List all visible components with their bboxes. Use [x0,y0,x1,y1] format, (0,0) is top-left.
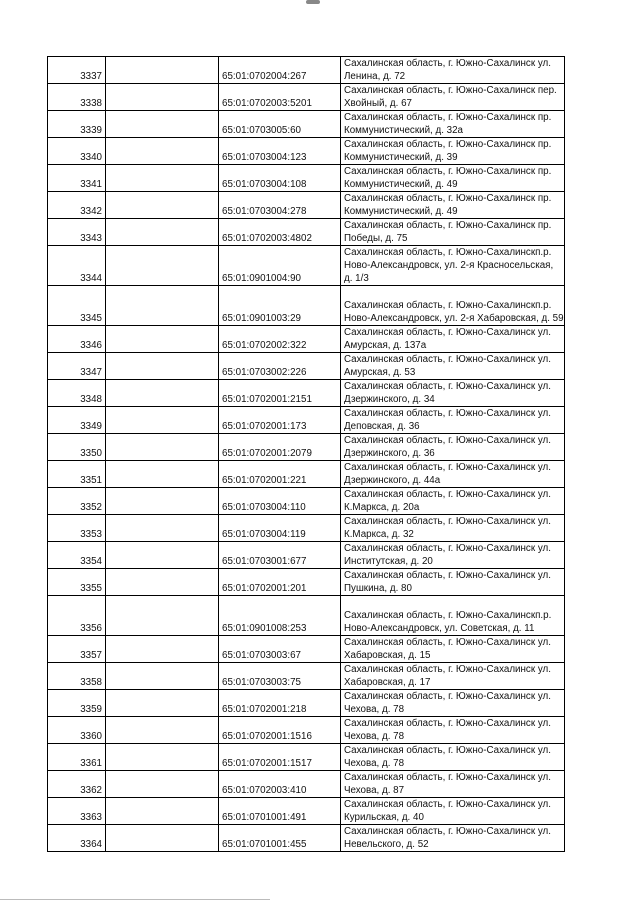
cadastral-number: 65:01:0702002:322 [219,326,341,353]
row-number: 3347 [48,353,106,380]
cadastral-number: 65:01:0901003:29 [219,286,341,326]
address-cell [341,353,565,380]
address-line: Сахалинская область, г. Южно-Сахалинск ул. [344,354,551,365]
table-row [48,542,565,569]
address-cell [341,246,565,286]
table-row [48,165,565,192]
table-row [48,286,565,326]
bottom-divider [0,899,270,900]
address-line: Дзержинского, д. 34 [344,394,435,405]
cadastral-number: 65:01:0703005:60 [219,111,341,138]
empty-cell [106,663,219,690]
table-row [48,717,565,744]
row-number: 3351 [48,461,106,488]
empty-cell [106,461,219,488]
address-line: Сахалинская область, г. Южно-Сахалинск пр. [344,139,552,150]
address-line: Сахалинская область, г. Южно-Сахалинск ул. [344,435,551,446]
address-line: Сахалинская область, г. Южно-Сахалинскп.р. [344,610,552,621]
address-line: Сахалинская область, г. Южно-Сахалинск ул. [344,327,551,338]
address-line: Сахалинская область, г. Южно-Сахалинск ул. [344,543,551,554]
address-line: Сахалинская область, г. Южно-Сахалинск ул. [344,826,551,837]
empty-cell [106,84,219,111]
table-row [48,690,565,717]
address-line: Сахалинская область, г. Южно-Сахалинск ул. [344,462,551,473]
address-line: Ново-Александровск, ул. 2-я Хабаровская, д. 59 [344,313,564,324]
address-line: Сахалинская область, г. Южно-Сахалинск ул. [344,408,551,419]
row-number: 3355 [48,569,106,596]
table-row [48,84,565,111]
address-line [344,286,561,299]
address-line: Сахалинская область, г. Южно-Сахалинск пр. [344,112,552,123]
address-line: К.Маркса, д. 20а [344,502,420,513]
cadastral-number: 65:01:0703004:123 [219,138,341,165]
address-cell [341,717,565,744]
cadastral-number: 65:01:0702001:218 [219,690,341,717]
cadastral-number: 65:01:0702001:201 [219,569,341,596]
address-cell [341,771,565,798]
address-line: Сахалинская область, г. Южно-Сахалинск ул. [344,570,551,581]
address-line: Сахалинская область, г. Южно-Сахалинск ул. [344,664,551,675]
table-row [48,111,565,138]
address-line: Сахалинская область, г. Южно-Сахалинск ул. [344,745,551,756]
address-cell [341,798,565,825]
row-number: 3337 [48,57,106,84]
cadastral-number: 65:01:0703004:110 [219,488,341,515]
address-cell [341,165,565,192]
row-number: 3356 [48,596,106,636]
address-line: Сахалинская область, г. Южно-Сахалинск пр. [344,220,552,231]
address-line: Коммунистический, д. 32а [344,125,464,136]
row-number: 3360 [48,717,106,744]
cadastral-number: 65:01:0702003:4802 [219,219,341,246]
table-row [48,825,565,852]
table-row [48,353,565,380]
empty-cell [106,326,219,353]
empty-cell [106,57,219,84]
row-number: 3348 [48,380,106,407]
empty-cell [106,111,219,138]
table-row [48,636,565,663]
address-cell [341,84,565,111]
table-row [48,744,565,771]
empty-cell [106,542,219,569]
address-line: Ленина, д. 72 [344,71,406,82]
address-cell [341,380,565,407]
address-cell [341,192,565,219]
empty-cell [106,515,219,542]
address-line: Дзержинского, д. 36 [344,448,435,459]
row-number: 3364 [48,825,106,852]
address-cell [341,434,565,461]
empty-cell [106,192,219,219]
table-row [48,57,565,84]
address-cell [341,461,565,488]
empty-cell [106,380,219,407]
row-number: 3350 [48,434,106,461]
address-line: Сахалинская область, г. Южно-Сахалинск ул. [344,489,551,500]
address-line: Пушкина, д. 80 [344,583,412,594]
empty-cell [106,569,219,596]
cadastral-number: 65:01:0703004:108 [219,165,341,192]
address-cell [341,542,565,569]
address-cell [341,569,565,596]
address-line: д. 1/3 [344,273,369,284]
row-number: 3358 [48,663,106,690]
cadastral-number: 65:01:0703004:119 [219,515,341,542]
empty-cell [106,165,219,192]
cadastral-number: 65:01:0702001:221 [219,461,341,488]
address-line: Сахалинская область, г. Южно-Сахалинск ул. [344,516,551,527]
table-row [48,138,565,165]
empty-cell [106,798,219,825]
cadastral-number: 65:01:0702001:1516 [219,717,341,744]
empty-cell [106,407,219,434]
cadastral-number: 65:01:0703004:278 [219,192,341,219]
cadastral-number: 65:01:0901004:90 [219,246,341,286]
address-cell [341,138,565,165]
cadastral-number: 65:01:0701001:491 [219,798,341,825]
address-line: Сахалинская область, г. Южно-Сахалинск пер. [344,85,557,96]
table-row [48,434,565,461]
cadastral-number: 65:01:0901008:253 [219,596,341,636]
row-number: 3354 [48,542,106,569]
row-number: 3352 [48,488,106,515]
address-line: Сахалинская область, г. Южно-Сахалинск ул. [344,637,551,648]
address-line: Сахалинская область, г. Южно-Сахалинск ул. [344,58,551,69]
address-line: Хабаровская, д. 17 [344,677,431,688]
address-cell [341,744,565,771]
table-row [48,192,565,219]
empty-cell [106,246,219,286]
address-line: Коммунистический, д. 49 [344,206,458,217]
empty-cell [106,434,219,461]
table-body [48,57,565,852]
table-row [48,515,565,542]
address-cell [341,825,565,852]
table-row [48,380,565,407]
empty-cell [106,771,219,798]
table-row [48,596,565,636]
row-number: 3338 [48,84,106,111]
address-cell [341,663,565,690]
cadastral-number: 65:01:0703003:67 [219,636,341,663]
address-line: Дзержинского, д. 44а [344,475,441,486]
row-number: 3345 [48,286,106,326]
address-line: Сахалинская область, г. Южно-Сахалинскп.р. [344,247,552,258]
address-line: Сахалинская область, г. Южно-Сахалинск ул. [344,799,551,810]
address-line: Чехова, д. 87 [344,785,405,796]
property-registry-table [47,56,565,852]
address-line: Сахалинская область, г. Южно-Сахалинск ул. [344,772,551,783]
address-cell [341,515,565,542]
cadastral-number: 65:01:0702001:173 [219,407,341,434]
table-row [48,461,565,488]
address-line: Хабаровская, д. 15 [344,650,431,661]
cadastral-number: 65:01:0702003:410 [219,771,341,798]
row-number: 3343 [48,219,106,246]
cadastral-number: 65:01:0703001:677 [219,542,341,569]
cadastral-number: 65:01:0701001:455 [219,825,341,852]
empty-cell [106,717,219,744]
row-number: 3342 [48,192,106,219]
address-line: Сахалинская область, г. Южно-Сахалинск пр. [344,193,552,204]
address-cell [341,326,565,353]
address-line: К.Маркса, д. 32 [344,529,414,540]
cadastral-number: 65:01:0702001:2151 [219,380,341,407]
address-cell [341,488,565,515]
address-line: Амурская, д. 53 [344,367,416,378]
empty-cell [106,488,219,515]
address-line: Ново-Александровск, ул. Советская, д. 11 [344,623,535,634]
cadastral-number: 65:01:0702004:267 [219,57,341,84]
address-line: Сахалинская область, г. Южно-Сахалинск ул. [344,691,551,702]
row-number: 3340 [48,138,106,165]
table-row [48,569,565,596]
cadastral-number: 65:01:0703003:75 [219,663,341,690]
row-number: 3344 [48,246,106,286]
row-number: 3341 [48,165,106,192]
empty-cell [106,690,219,717]
address-line: Чехова, д. 78 [344,704,405,715]
address-line: Институтская, д. 20 [344,556,433,567]
address-line: Хвойный, д. 67 [344,98,412,109]
empty-cell [106,825,219,852]
address-line: Невельского, д. 52 [344,839,429,850]
address-line: Сахалинская область, г. Южно-Сахалинск пр. [344,166,552,177]
empty-cell [106,138,219,165]
address-cell [341,636,565,663]
address-line: Коммунистический, д. 49 [344,179,458,190]
empty-cell [106,286,219,326]
empty-cell [106,744,219,771]
address-line: Ново-Александровск, ул. 2-я Красносельская, [344,260,554,271]
address-cell [341,596,565,636]
row-number: 3357 [48,636,106,663]
address-line: Сахалинская область, г. Южно-Сахалинск ул. [344,381,551,392]
cadastral-number: 65:01:0702001:2079 [219,434,341,461]
address-cell [341,407,565,434]
cadastral-number: 65:01:0703002:226 [219,353,341,380]
address-cell [341,690,565,717]
table-row [48,246,565,286]
row-number: 3363 [48,798,106,825]
row-number: 3349 [48,407,106,434]
address-cell [341,286,565,326]
address-cell [341,219,565,246]
address-line: Победы, д. 75 [344,233,408,244]
address-line: Курильская, д. 40 [344,812,424,823]
row-number: 3362 [48,771,106,798]
address-line: Сахалинская область, г. Южно-Сахалинскп.р. [344,300,552,311]
scan-mark [306,0,320,4]
empty-cell [106,596,219,636]
empty-cell [106,219,219,246]
address-line: Чехова, д. 78 [344,731,405,742]
row-number: 3346 [48,326,106,353]
empty-cell [106,636,219,663]
address-line: Сахалинская область, г. Южно-Сахалинск ул. [344,718,551,729]
table-row [48,219,565,246]
table-row [48,326,565,353]
cadastral-number: 65:01:0702001:1517 [219,744,341,771]
table-row [48,663,565,690]
address-line: Амурская, д. 137а [344,340,427,351]
address-cell [341,57,565,84]
table-row [48,771,565,798]
row-number: 3361 [48,744,106,771]
table-row [48,407,565,434]
table-row [48,488,565,515]
address-cell [341,111,565,138]
table-row [48,798,565,825]
row-number: 3359 [48,690,106,717]
row-number: 3353 [48,515,106,542]
address-line: Коммунистический, д. 39 [344,152,458,163]
address-line [344,596,561,609]
address-line: Деповская, д. 36 [344,421,420,432]
empty-cell [106,353,219,380]
row-number: 3339 [48,111,106,138]
cadastral-number: 65:01:0702003:5201 [219,84,341,111]
address-line: Чехова, д. 78 [344,758,405,769]
